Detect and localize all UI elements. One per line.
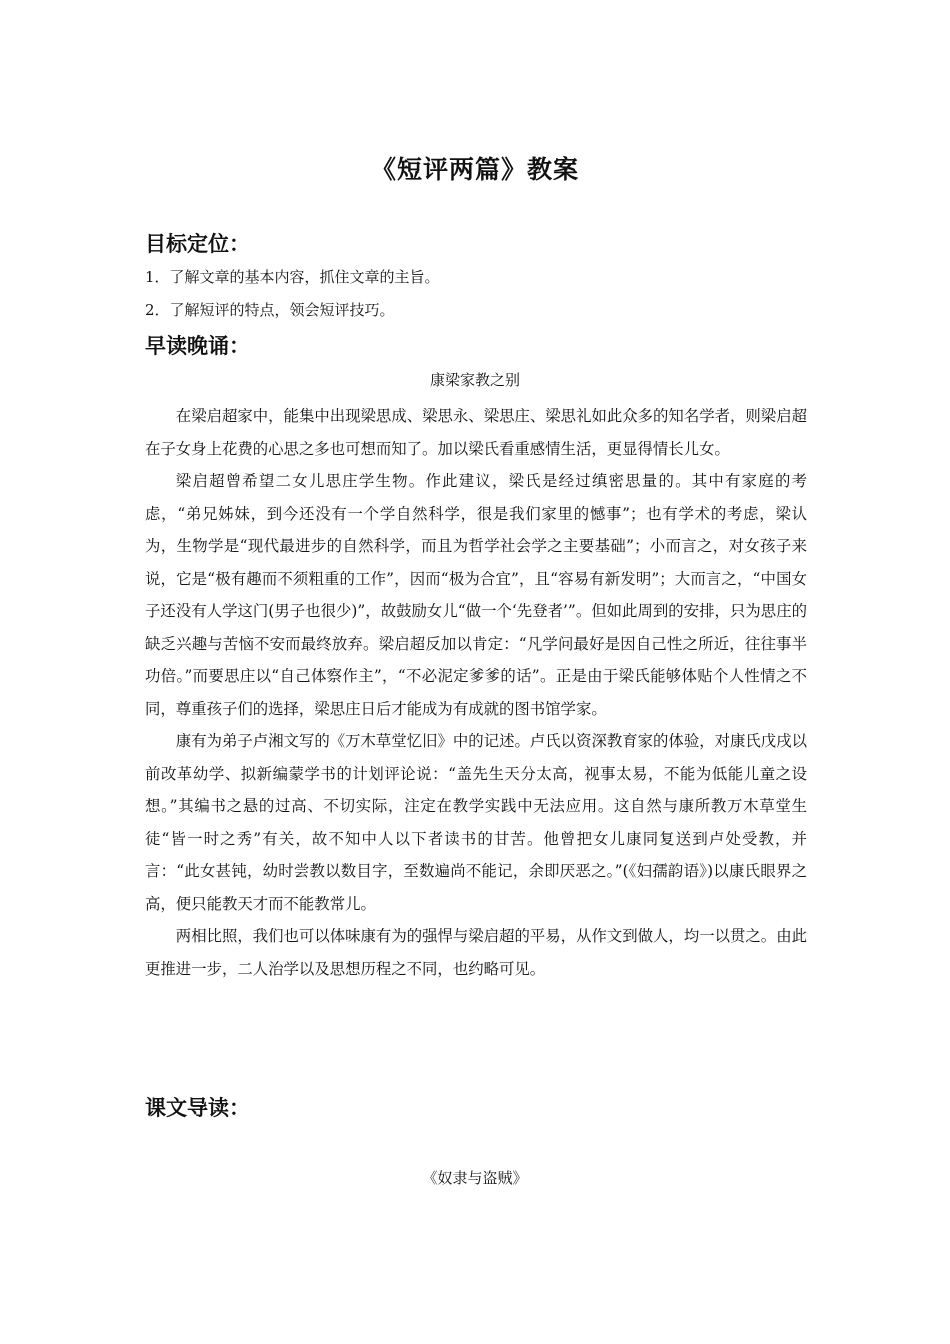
goal-item: 1．了解文章的基本内容，抓住文章的主旨。 — [145, 268, 440, 286]
text-guide-heading: 课文导读： — [145, 1096, 250, 1120]
lesson-title: 《奴隶与盗贼》 — [422, 1169, 528, 1187]
article-paragraph: 康有为弟子卢湘文写的《万木草堂忆旧》中的记述。卢氏以资深教育家的体验，对康氏戊戌以前改革幼学、拟新编蒙学书的计划评论说：“盖先生天分太高，视事太易，不能为低能儿童之设想。”其编书之悬的过高、不切实际，注定在教学实践中无法应用。这自然与康所教万木草堂生徒“皆一时之秀”有关，故不知中人以下者读书的甘苦。他曾把女儿康同复送到卢处受教，并言：“此女甚钝，幼时尝教以数目字，至数遍尚不能记，余即厌恶之。”(《妇孺韵语》)以康氏眼界之高，便只能教天才而不能教常儿。 — [145, 732, 807, 913]
article-body — [145, 400, 807, 985]
article-title: 康梁家教之别 — [429, 371, 520, 389]
article-paragraph: 在梁启超家中，能集中出现梁思成、梁思永、梁思庄、梁思礼如此众多的知名学者，则梁启超在子女身上花费的心思之多也可想而知了。加以梁氏看重感情生活，更显得情长儿女。 — [145, 407, 807, 458]
goal-item: 2．了解短评的特点，领会短评技巧。 — [145, 301, 395, 319]
morning-reading-heading: 早读晚诵： — [145, 334, 250, 358]
article-paragraph: 梁启超曾希望二女儿思庄学生物。作此建议，梁氏是经过缜密思量的。其中有家庭的考虑，“弟兄姊妹，到今还没有一个学自然科学，很是我们家里的憾事”；也有学术的考虑，梁认为，生物学是“现代最进步的自然科学，而且为哲学社会学之主要基础”；小而言之，对女孩子来说，它是“极有趣而不须粗重的工作”，因而“极为合宜”，且“容易有新发明”；大而言之，“中国女子还没有人学这门(男子也很少)”，故鼓励女儿“做一个‘先登者’”。但如此周到的安排，只为思庄的缺乏兴趣与苦恼不安而最终放弃。梁启超反加以肯定：“凡学问最好是因自己性之所近，往往事半功倍。”而要思庄以“自己体察作主”，“不必泥定爹爹的话”。正是由于梁氏能够体贴个人性情之不同，尊重孩子们的选择，梁思庄日后才能成为有成就的图书馆学家。 — [145, 472, 807, 718]
goal-heading: 目标定位： — [145, 232, 250, 256]
document-title: 《短评两篇》教案 — [370, 155, 579, 184]
article-paragraph: 两相比照，我们也可以体味康有为的强悍与梁启超的平易，从作文到做人，均一以贯之。由此更推进一步，二人治学以及思想历程之不同，也约略可见。 — [145, 927, 807, 978]
